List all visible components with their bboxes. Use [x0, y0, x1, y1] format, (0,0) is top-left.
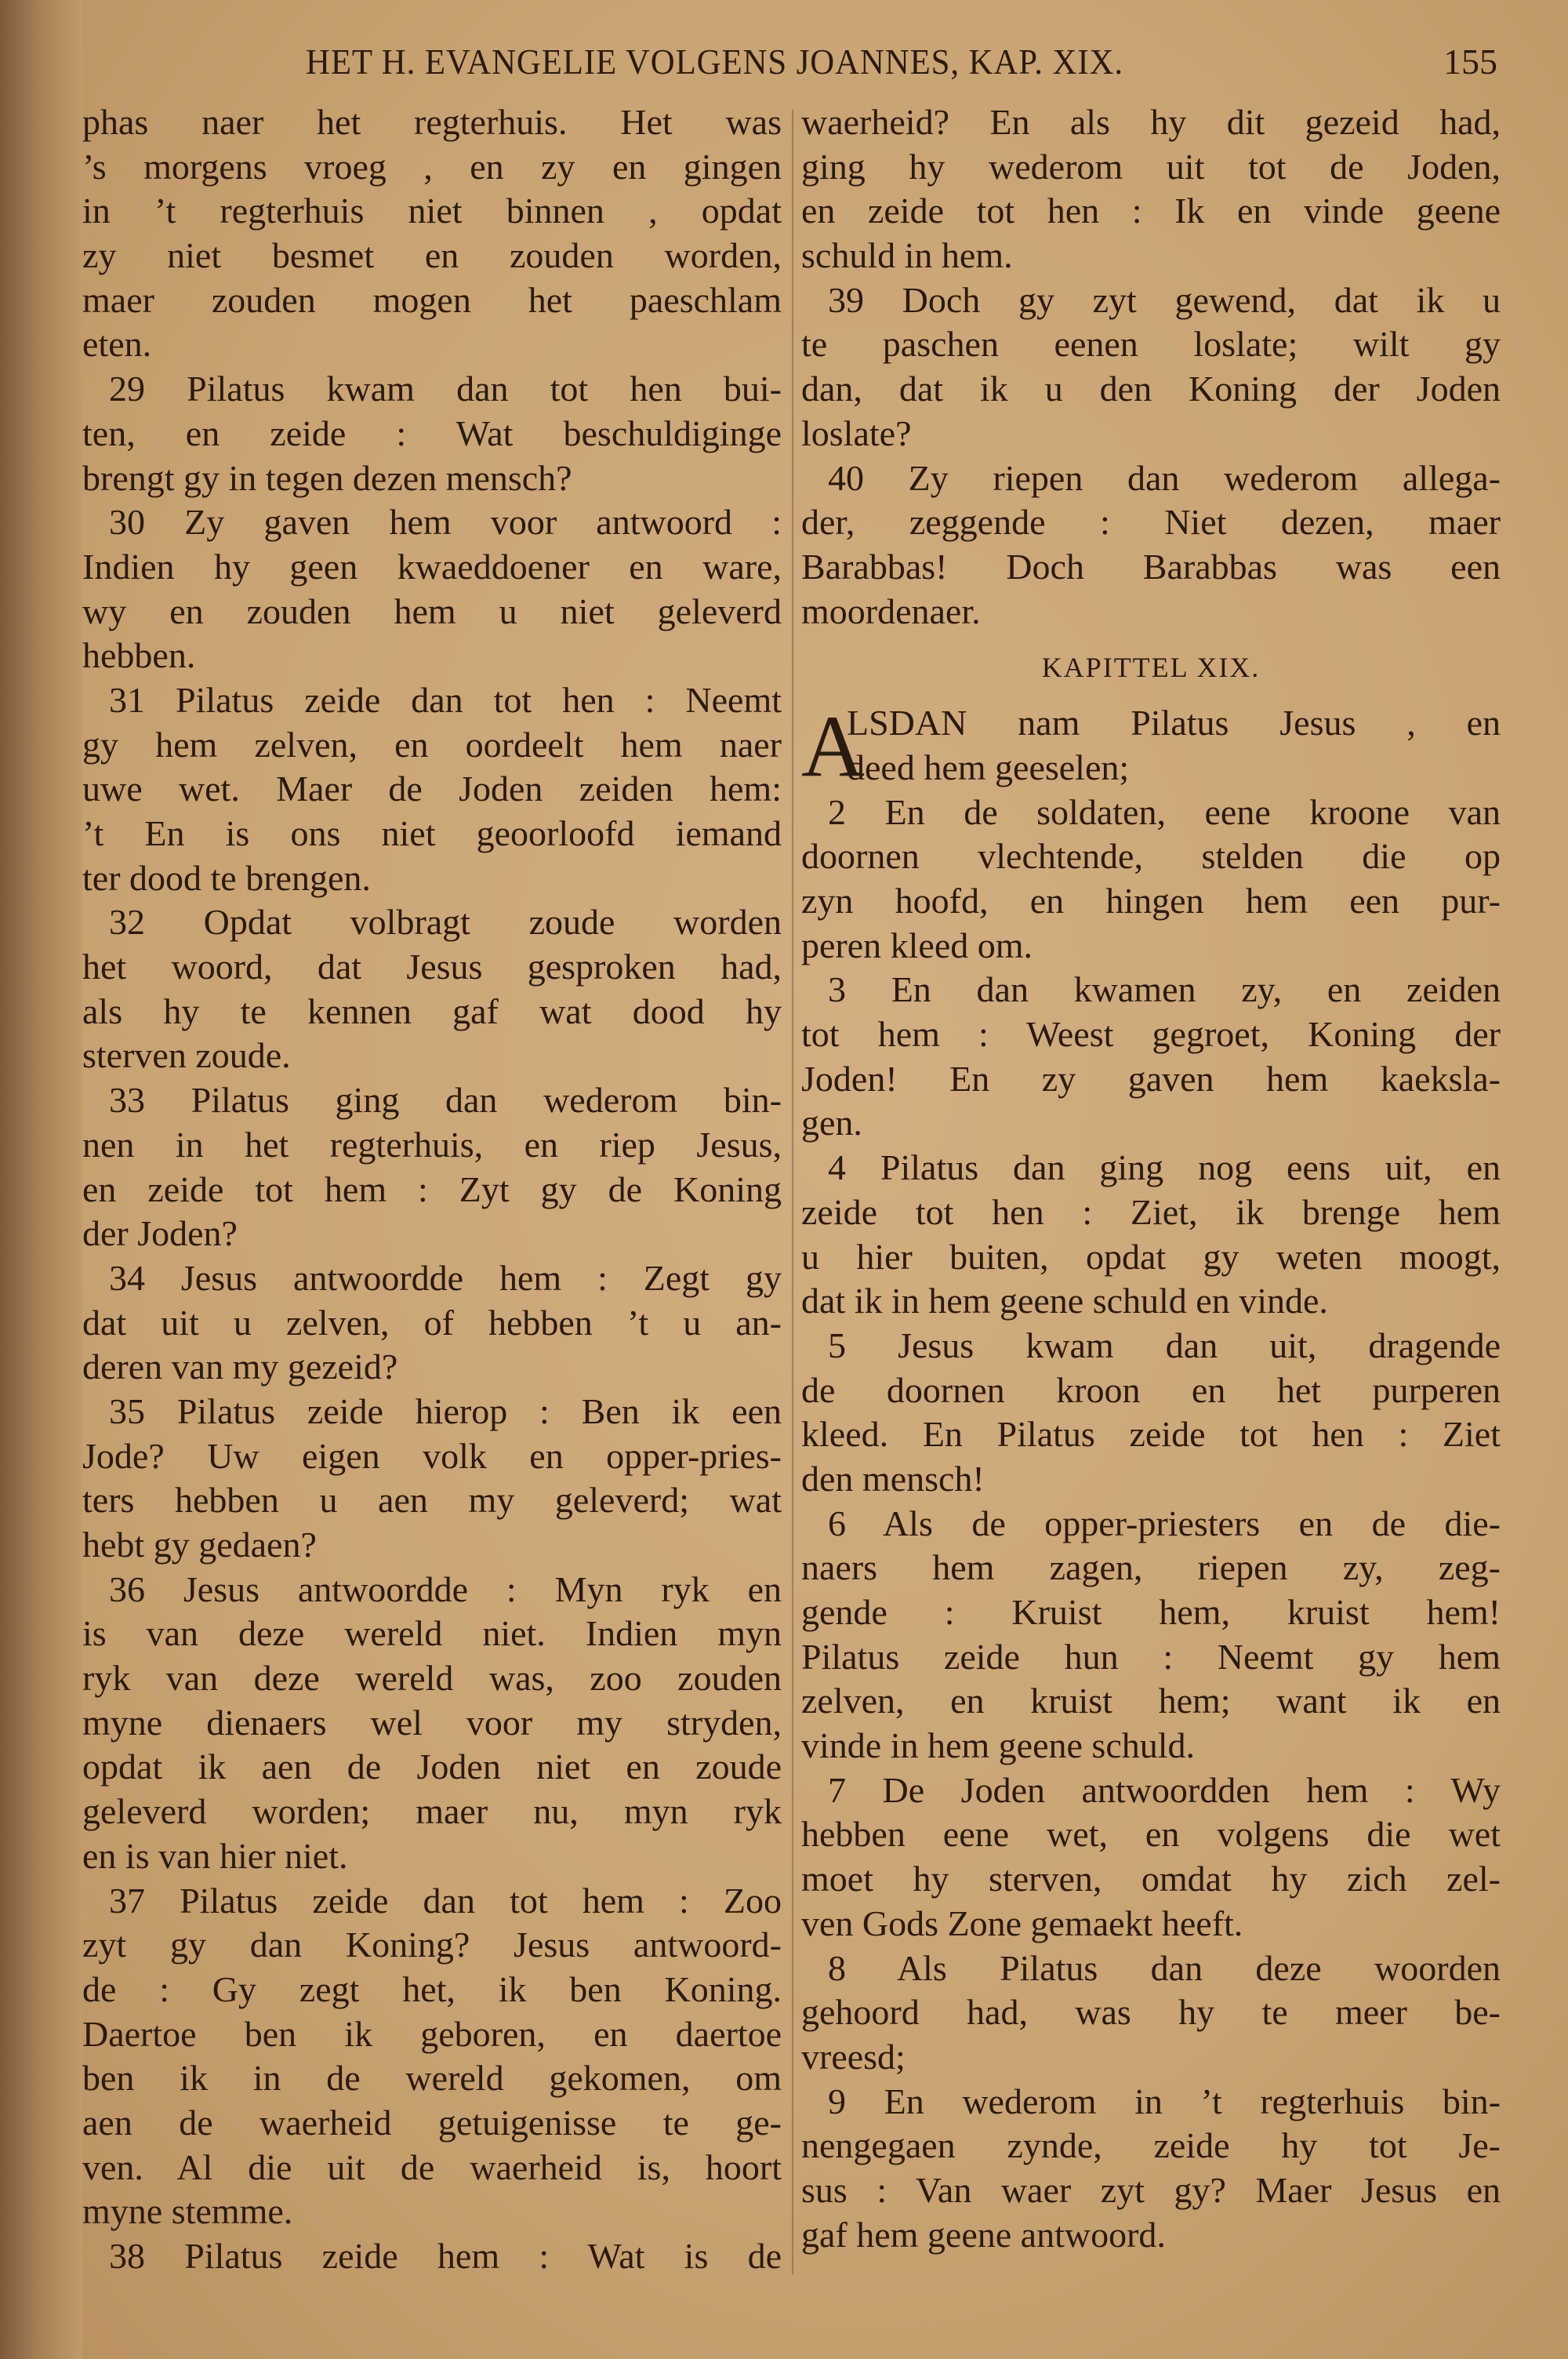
text-line: brengt gy in tegen dezen mensch?: [82, 457, 572, 498]
text-line: de : Gy zegt het, ik ben Koning.: [82, 1968, 782, 2009]
text-line: nen in het regterhuis, en riep Jesus,: [82, 1124, 782, 1165]
verse-paragraph: [82, 1390, 782, 1568]
left-column: [82, 100, 782, 2279]
text-line: maer zouden mogen het paeschlam: [82, 279, 782, 320]
text-line: moordenaer.: [801, 591, 981, 631]
text-line: en is van hier niet.: [82, 1835, 348, 1876]
column-divider: [792, 110, 793, 2274]
text-line: loslate?: [801, 413, 912, 453]
verse-paragraph: [82, 367, 782, 500]
verse-paragraph: [801, 1502, 1501, 1768]
text-line: Joden! En zy gaven hem kaeksla-: [801, 1058, 1501, 1099]
text-line: 36 Jesus antwoordde : Myn ryk en: [109, 1568, 782, 1609]
text-line: Pilatus zeide hun : Neemt gy hem: [801, 1636, 1501, 1677]
text-line: deed hem geeselen;: [847, 747, 1130, 787]
text-line: kleed. En Pilatus zeide tot hen : Ziet: [801, 1414, 1501, 1455]
text-line: 7 De Joden antwoordden hem : Wy: [828, 1769, 1501, 1810]
text-line: 3 En dan kwamen zy, en zeiden: [828, 969, 1501, 1010]
text-line: dat ik in hem geene schuld en vinde.: [801, 1281, 1328, 1321]
text-line: ter dood te brengen.: [82, 857, 371, 898]
verse-paragraph: [801, 1324, 1501, 1502]
text-line: gehoord had, was hy te meer be-: [801, 1992, 1501, 2033]
text-line: Daertoe ben ik geboren, en daertoe: [82, 2013, 782, 2054]
page-number: 155: [1443, 42, 1497, 82]
text-line: en zeide tot hen : Ik en vinde geene: [801, 191, 1501, 231]
text-line: zyt gy dan Koning? Jesus antwoord-: [82, 1925, 782, 1965]
text-line: gen.: [801, 1103, 862, 1143]
verse-paragraph: [801, 100, 1501, 278]
text-line: en zeide tot hem : Zyt gy de Koning: [82, 1169, 782, 1209]
text-line: 2 En de soldaten, eene kroone van: [828, 791, 1501, 832]
text-line: zy niet besmet en zouden worden,: [82, 235, 782, 276]
verse-paragraph: [82, 1256, 782, 1390]
text-line: geleverd worden; maer nu, myn ryk: [82, 1791, 782, 1832]
text-line: 33 Pilatus ging dan wederom bin-: [109, 1080, 782, 1121]
text-line: nengegaen zynde, zeide hy tot Je-: [801, 2125, 1501, 2166]
text-line: zelven, en kruist hem; want ik en: [801, 1681, 1501, 1721]
text-line: 4 Pilatus dan ging nog eens uit, en: [828, 1147, 1501, 1188]
verse-paragraph: [801, 1146, 1501, 1324]
chapter-opening: [801, 698, 1501, 796]
text-line: 5 Jesus kwam dan uit, dragende: [828, 1325, 1501, 1365]
text-line: 29 Pilatus kwam dan tot hen bui-: [109, 369, 782, 409]
verse-paragraph: [82, 500, 782, 678]
verse-paragraph: [82, 1078, 782, 1256]
verse-paragraph: [801, 968, 1501, 1146]
text-line: Indien hy geen kwaeddoener en ware,: [82, 546, 782, 587]
verse-paragraph: [82, 2234, 782, 2279]
verse-paragraph: [801, 278, 1501, 456]
text-line: 38 Pilatus zeide hem : Wat is de: [109, 2236, 782, 2276]
text-line: LSDAN nam Pilatus Jesus , en: [847, 703, 1501, 743]
text-line: eten.: [82, 324, 152, 365]
text-line: hebben eene wet, en volgens die wet: [801, 1814, 1501, 1855]
text-line: aen de waerheid getuigenisse te ge-: [82, 2102, 782, 2143]
text-line: Jode? Uw eigen volk en opper-pries-: [82, 1435, 782, 1476]
text-line: ’t En is ons niet geoorloofd iemand: [82, 813, 782, 853]
text-line: ryk van deze wereld was, zoo zouden: [82, 1658, 782, 1699]
verse-paragraph: [82, 1879, 782, 2235]
text-line: sus : Van waer zyt gy? Maer Jesus en: [801, 2169, 1501, 2210]
text-line: ging hy wederom uit tot de Joden,: [801, 146, 1501, 187]
text-line: uwe wet. Maer de Joden zeiden hem:: [82, 769, 782, 809]
text-line: is van deze wereld niet. Indien myn: [82, 1613, 782, 1654]
verse-paragraph: [801, 456, 1501, 634]
right-column-verses-after: [801, 791, 1501, 2258]
verse-paragraph: [82, 1568, 782, 1879]
text-line: 39 Doch gy zyt gewend, dat ik u: [828, 279, 1501, 320]
verse-paragraph: [801, 791, 1501, 969]
text-line: als hy te kennen gaf wat dood hy: [82, 990, 782, 1031]
text-line: te paschen eenen loslate; wilt gy: [801, 324, 1501, 365]
text-line: 31 Pilatus zeide dan tot hen : Neemt: [109, 679, 782, 720]
verse-paragraph: [82, 100, 782, 367]
text-line: 32 Opdat volbragt zoude worden: [109, 902, 782, 943]
text-line: wy en zouden hem u niet geleverd: [82, 591, 782, 631]
text-line: 40 Zy riepen dan wederom allega-: [828, 457, 1501, 498]
text-line: der, zeggende : Niet dezen, maer: [801, 502, 1501, 543]
verse-paragraph: [801, 1946, 1501, 2080]
text-line: moet hy sterven, omdat hy zich zel-: [801, 1859, 1501, 1899]
text-line: opdat ik aen de Joden niet en zoude: [82, 1747, 782, 1787]
text-line: den mensch!: [801, 1458, 985, 1499]
text-line: myne dienaers wel voor my stryden,: [82, 1702, 782, 1743]
text-line: vinde in hem geene schuld.: [801, 1725, 1196, 1766]
text-line: hebben.: [82, 635, 196, 676]
text-line: Barabbas! Doch Barabbas was een: [801, 546, 1501, 587]
text-line: de doornen kroon en het purperen: [801, 1369, 1501, 1410]
text-line: sterven zoude.: [82, 1035, 291, 1076]
text-line: ten, en zeide : Wat beschuldiginge: [82, 413, 782, 453]
text-line: 30 Zy gaven hem voor antwoord :: [109, 502, 782, 543]
text-line: doornen vlechtende, stelden die op: [801, 836, 1501, 877]
verse-paragraph: [801, 1768, 1501, 1946]
drop-cap: A: [801, 698, 865, 796]
text-line: phas naer het regterhuis. Het was: [82, 102, 782, 142]
text-line: gaf hem geene antwoord.: [801, 2214, 1166, 2255]
text-line: naers hem zagen, riepen zy, zeg-: [801, 1547, 1501, 1588]
text-line: ben ik in de wereld gekomen, om: [82, 2058, 782, 2099]
text-line: dat uit u zelven, of hebben ’t u an-: [82, 1302, 782, 1343]
text-line: het woord, dat Jesus gesproken had,: [82, 947, 782, 987]
text-line: in ’t regterhuis niet binnen , opdat: [82, 191, 782, 231]
text-line: 9 En wederom in ’t regterhuis bin-: [828, 2081, 1501, 2121]
text-line: der Joden?: [82, 1213, 238, 1254]
text-line: gende : Kruist hem, kruist hem!: [801, 1592, 1501, 1632]
text-line: ’s morgens vroeg , en zy en gingen: [82, 146, 782, 187]
page-header: [82, 41, 1497, 88]
text-line: ters hebben u aen my geleverd; wat: [82, 1480, 782, 1521]
text-line: 8 Als Pilatus dan deze woorden: [828, 1947, 1501, 1988]
page-gutter-shadow: [0, 0, 82, 2359]
text-line: peren kleed om.: [801, 925, 1033, 965]
chapter-heading: KAPITTEL XIX.: [1041, 652, 1261, 684]
text-line: 37 Pilatus zeide dan tot hem : Zoo: [109, 1880, 782, 1921]
text-line: deren van my gezeid?: [82, 1347, 398, 1387]
text-line: vreesd;: [801, 2036, 906, 2077]
text-line: 6 Als de opper-priesters en de die-: [828, 1503, 1501, 1543]
text-line: schuld in hem.: [801, 235, 1013, 276]
running-title: HET H. EVANGELIE VOLGENS JOANNES, KAP. XIX.: [306, 42, 1123, 82]
right-column: [801, 100, 1501, 2257]
verse-paragraph: [82, 900, 782, 1078]
text-line: myne stemme.: [82, 2191, 293, 2232]
text-line: zyn hoofd, en hingen hem een pur-: [801, 881, 1501, 921]
verse-paragraph: [801, 2080, 1501, 2258]
text-line: hebt gy gedaen?: [82, 1525, 317, 1565]
verse-paragraph: [82, 678, 782, 900]
text-line: gy hem zelven, en oordeelt hem naer: [82, 724, 782, 765]
text-line: 35 Pilatus zeide hierop : Ben ik een: [109, 1390, 782, 1431]
text-line: ven Gods Zone gemaekt heeft.: [801, 1903, 1243, 1943]
text-line: waerheid? En als hy dit gezeid had,: [801, 102, 1501, 142]
text-line: zeide tot hen : Ziet, ik brenge hem: [801, 1191, 1501, 1232]
text-line: dan, dat ik u den Koning der Joden: [801, 369, 1501, 409]
text-line: ven. Al die uit de waerheid is, hoort: [82, 2146, 782, 2187]
text-line: 34 Jesus antwoordde hem : Zegt gy: [109, 1257, 782, 1298]
right-column-verses-before: [801, 100, 1501, 634]
text-line: tot hem : Weest gegroet, Koning der: [801, 1014, 1501, 1055]
text-line: u hier buiten, opdat gy weten moogt,: [801, 1236, 1501, 1277]
